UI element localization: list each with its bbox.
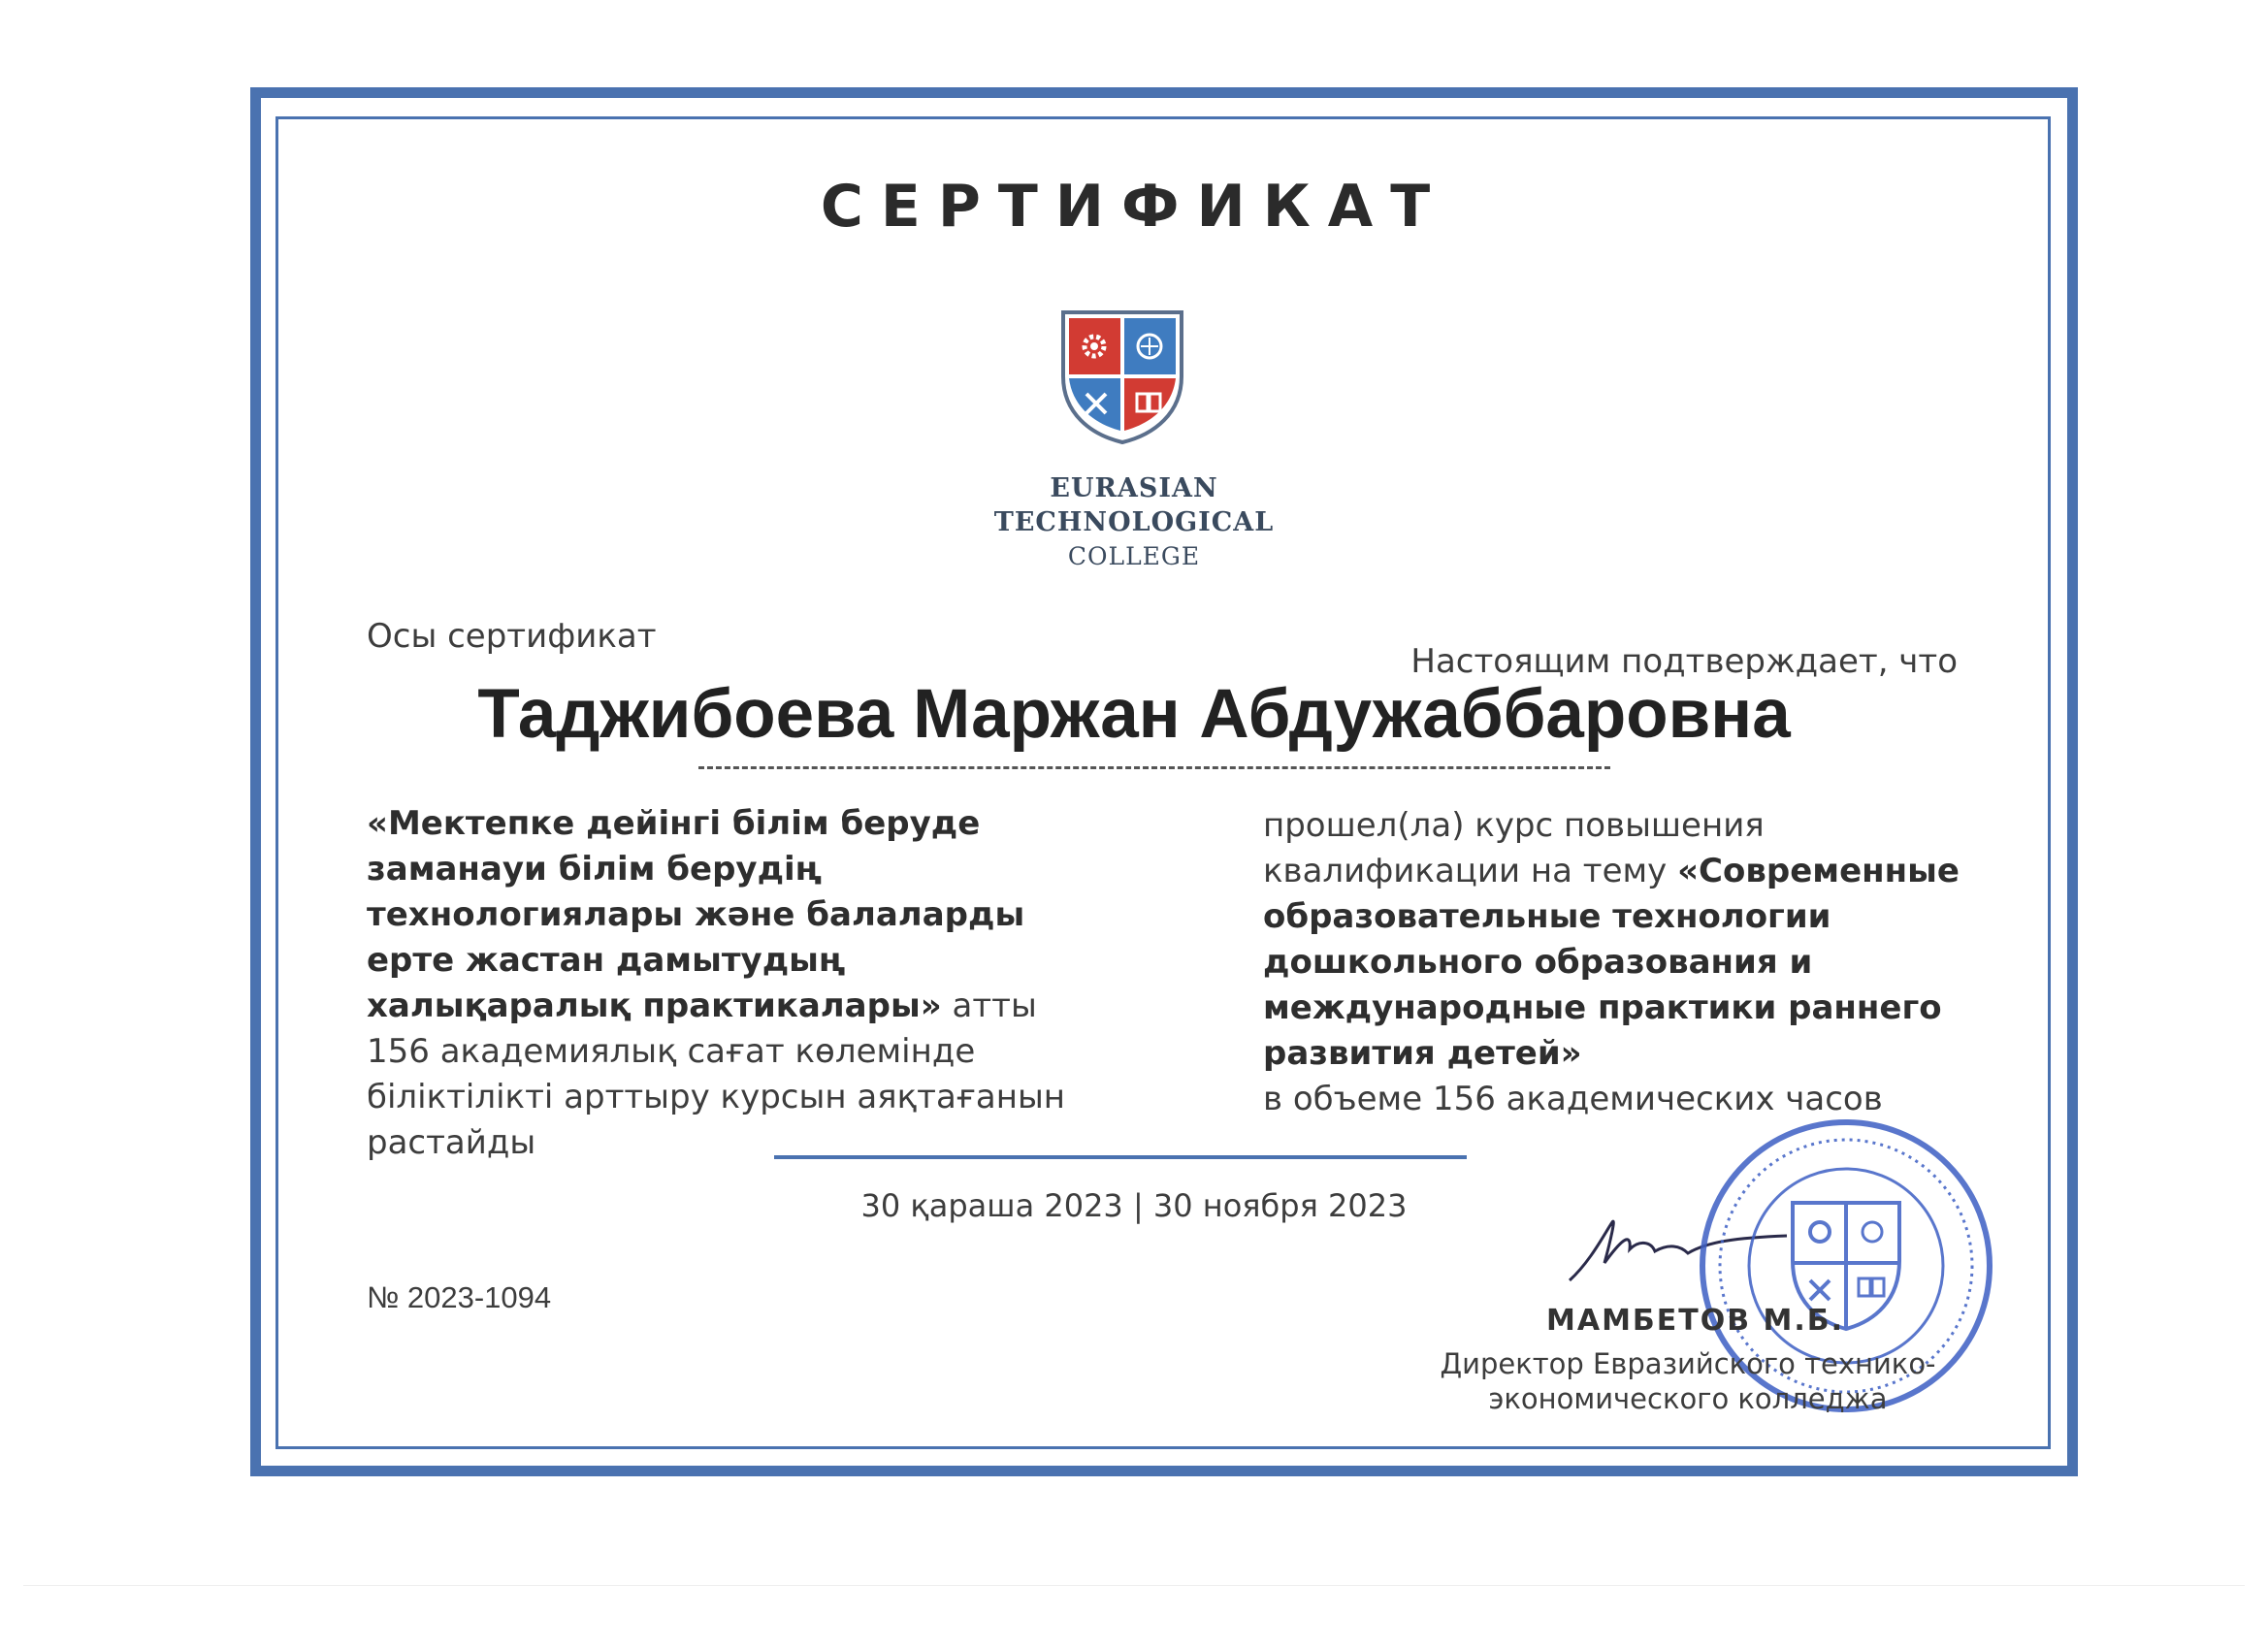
scan-bottom-edge [23, 1585, 2245, 1586]
russian-course-title: «Современные образовательные технологии дошкольного образования и международные практики раннего развития детей» [1263, 852, 1960, 1073]
date-divider [774, 1155, 1467, 1159]
college-name [0, 471, 2268, 573]
kazakh-intro-text: Осы сертификат [367, 617, 657, 656]
certificate-date: 30 қараша 2023 | 30 ноября 2023 [860, 1187, 1408, 1224]
college-shield-logo [1059, 308, 1185, 446]
russian-course-description [1263, 803, 1961, 1122]
kazakh-course-title: «Мектепке дейінгі білім беруде заманауи білім берудің технологиялары және балаларды ерте жастан дамытудың халықаралық практикалары» [367, 804, 1025, 1025]
russian-intro-text: Настоящим подтверждает, что [1410, 642, 1958, 681]
kazakh-course-description [367, 801, 1104, 1166]
russian-course-hours: в объеме 156 академических часов [1263, 1080, 1883, 1118]
signer-title-line1: Директор Евразийского технико- [1440, 1347, 1936, 1380]
recipient-name: Таджибоева Маржан Абдужаббаровна [477, 676, 1791, 753]
russian-course-intro: прошел(ла) курс повышения квалификации на тему [1263, 806, 1765, 890]
certificate-title: СЕРТИФИКАТ [820, 173, 1448, 241]
signer-title-line2: экономического колледжа [1488, 1382, 1888, 1415]
college-name-line2: TECHNOLOGICAL [993, 507, 1275, 537]
signer-title [1377, 1346, 1998, 1416]
kazakh-course-details: атты 156 академиялық сағат көлемінде біліктілікті арттыру курсын аяқтағанын растайды [367, 986, 1066, 1162]
college-name-line1: EURASIAN [1050, 473, 1218, 503]
certificate-number: № 2023-1094 [367, 1280, 552, 1314]
college-name-line3: COLLEGE [1067, 542, 1201, 570]
signer-name: МАМБЕТОВ М.Б. [1546, 1304, 1845, 1338]
name-underline [698, 766, 1610, 769]
